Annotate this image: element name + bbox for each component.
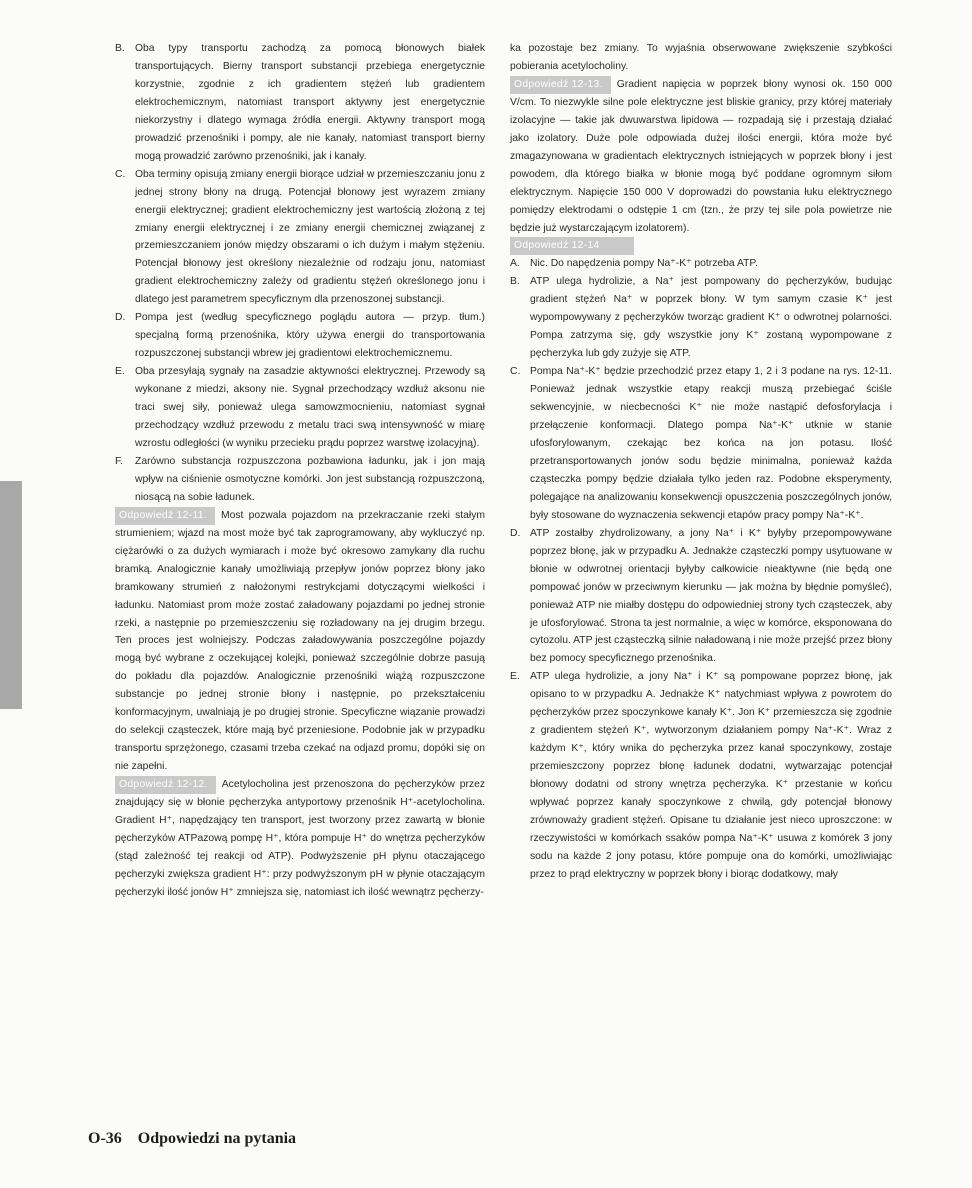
item-text: Oba typy transportu zachodzą za pomocą błonowych białek transportujących. Bierny transport substancji przebiega energetycznie korzystnie, zgodnie z ich gradientem stężeń lub gradientem elektrochemicznym, natomiast transport aktywny jest energetycznie niekorzystny i dlatego wymaga źródła energii. Aktywny transport mogą prowadzić przenośniki i pompy, ale nie kanały, natomiast transport bierny mogą prowadzić zarówno przenośniki, jak i kanały. — [135, 43, 485, 162]
answer-12-12 — [115, 776, 485, 902]
answer-label-badge: Odpowiedź 12-11. — [115, 507, 215, 525]
list-item — [510, 255, 892, 273]
item-letter: E. — [115, 366, 125, 378]
item-letter: F. — [115, 455, 124, 467]
item-letter: B. — [510, 276, 520, 288]
answer-text: Acetylocholina jest przenoszona do pęcherzyków przez znajdujący się w błonie pęcherzyka antyportowy przenośnik H⁺-acetylocholina. Gradient H⁺, napędzający ten transport, jest tworzony przez zawartą w błonie pęcherzyków ATPazową pompę H⁺, która pompuje H⁺ do wnętrza pęcherzyków (stąd zależność tej reakcji od ATP). Podwyższenie pH płynu otaczającego pęcherzyki zwiększa gradient H⁺: przy podwyższonym pH w płynie otaczającym pęcherzyki ilość jonów H⁺ zmniejsza się, natomiast ich ilość wewnątrz pęcherzy- — [115, 779, 485, 898]
item-letter: D. — [115, 312, 126, 324]
list-item — [510, 273, 892, 363]
page-number: O-36 — [88, 1130, 122, 1147]
answer-label-badge: Odpowiedź 12-13. — [510, 76, 611, 94]
answer-label-badge: Odpowiedź 12-14 — [510, 237, 634, 255]
list-item — [115, 309, 485, 363]
list-item — [115, 166, 485, 310]
answer-12-11 — [115, 507, 485, 776]
left-column — [115, 40, 485, 902]
item-letter: C. — [115, 168, 126, 180]
item-letter: E. — [510, 671, 520, 683]
item-letter: C. — [510, 366, 521, 378]
item-text: ATP zostałby zhydrolizowany, a jony Na⁺ i K⁺ byłyby przepompowywane poprzez błonę, jak w przypadku A. Jednakże cząsteczki pompy usytuowane w błonie w odwrotnej orientacji byłyby całkowicie nieaktywne (nie będą one pompować jonów w przeciwnym kierunku — jak można by błędnie pomyśleć), ponieważ ATP nie miałby dostępu do odpowiedniej strony tych cząsteczek, aby je ufosforylować. Strona ta jest normalnie, a więc w komórce, eksponowana do cytozolu. ATP jest cząsteczką silnie naładowaną i nie może przejść przez błony bez pomocy specyficznego przenośnika. — [530, 527, 892, 665]
answer-12-14 — [510, 237, 892, 883]
answer-12-13 — [510, 76, 892, 238]
item-text: Nic. Do napędzenia pompy Na⁺-K⁺ potrzeba ATP. — [530, 258, 758, 270]
answer-text: Most pozwala pojazdom na przekraczanie rzeki stałym strumieniem; wjazd na most może być tak zaprogramowany, aby wykluczyć np. ciężarówki o za dużych wymiarach i może być okresowo zamykany dla ruchu bramką. Analogicznie kanały umożliwiają przepływ jonów poprzez błony jako bramkowany strumień z nałożonymi restrykcjami dotyczącymi wielkości i ładunku. Natomiast prom może zostać załadowany pojazdami po jednej stronie rzeki, a następnie po przemieszczeniu się rozładowany na jej drugim brzegu. Ten proces jest wolniejszy. Podczas załadowywania poszczególne pojazdy mogą być wybrane z oczekującej kolejki, ponieważ szczególnie dobrze pasują do pokładu dla pojazdów. Analogicznie przenośniki wiążą rozpuszczone substancje po jednej stronie błony i następnie, po przekształceniu konformacyjnym, uwalniają je po drugiej stronie. Specyficzne wiązanie prowadzi do selekcji cząsteczek, które mają być przeniesione. Podobnie jak w przypadku transportu sprzężonego, czasami trzeba czekać na odjazd promu, dopóki się on nie zapełni. — [115, 509, 485, 773]
chapter-tab-marker — [0, 481, 22, 709]
list-item — [115, 40, 485, 166]
item-text: Zarówno substancja rozpuszczona pozbawiona ładunku, jak i jon mają wpływ na ciśnienie osmotyczne komórki. Jon jest substancją rozpuszczoną, niosącą na sobie ładunek. — [135, 455, 485, 503]
page-footer — [88, 1130, 296, 1148]
list-item — [510, 668, 892, 883]
item-text: Oba przesyłają sygnały na zasadzie aktywności elektrycznej. Przewody są wykonane z miedzi, aksony nie. Sygnał przechodzący wzdłuż aksonu nie traci swej siły, ponieważ ulega samowzmocnieniu, natomiast sygnał przechodzący wzdłuż przewodu z metalu traci swą intensywność w miarę wzrostu odległości (w wyniku przecieku prądu poprzez warstwę izolacyjną). — [135, 366, 485, 449]
item-letter: D. — [510, 527, 521, 539]
item-text: Pompa jest (według specyficznego poglądu autora — przyp. tłum.) specjalną formą przenośnika, który używa energii do transportowania rozpuszczonej substancji wbrew jej gradientowi elektrochemicznemu. — [135, 312, 485, 360]
list-item — [115, 453, 485, 507]
answer-text: Gradient napięcia w poprzek błony wynosi ok. 150 000 V/cm. To niezwykle silne pole elektryczne jest bliskie granicy, przy której materiały izolacyjne — takie jak dwuwarstwa lipidowa — rozpadają się i przestają działać jako izolatory. Duże pole odpowiada dużej ilości energii, która może być zmagazynowana w gradientach elektrycznych istniejących w poprzek błony i jest powodem, dla którego białka w błonie mogą być poddane ogromnym siłom elektrycznym. Napięcie 150 000 V doprowadzi do powstania łuku elektrycznego pomiędzy elektrodami o odstępie 1 cm (tzn., że przy tej sile pola powietrze nie będzie już wystarczającym izolatorem). — [510, 78, 892, 234]
item-text: Oba terminy opisują zmiany energii biorące udział w przemieszczaniu jonu z jednej strony błony na drugą. Potencjał błonowy jest wyrazem zmiany energii elektrycznej; gradient elektrochemiczny jest wartością złożoną z tej zmiany energii elektrycznej i ze zmiany energii chemicznej związanej z przemieszczaniem jonów między obszarami o ich dużym i małym stężeniu. Potencjał błonowy jest określony niezależnie od rodzaju jonu, natomiast gradient elektrochemiczny zależy od gradientu stężeń określonego jonu i dlatego jest parametrem specyficznym dla przenoszonej substancji. — [135, 168, 485, 306]
answer-label-badge: Odpowiedź 12-12. — [115, 776, 216, 794]
list-item — [510, 363, 892, 525]
running-title: Odpowiedzi na pytania — [137, 1130, 297, 1147]
list-item — [510, 525, 892, 669]
right-column — [510, 40, 892, 884]
item-text: ATP ulega hydrolizie, a jony Na⁺ i K⁺ są pompowane poprzez błonę, jak opisano to w przypadku A. Jednakże K⁺ natychmiast wpływa z powrotem do pęcherzyków przez spoczynkowe kanały K⁺. Jon K⁺ przemieszcza się zgodnie z gradientem stężeń K⁺, wytworzonym działaniem pompy Na⁺-K⁺. Wraz z każdym K⁺, który wnika do pęcherzyka przez kanał spoczynkowy, zostaje przemieszczony poprzez błonę ładunek dodatni, wytwarzając potencjał błonowy dodatni od strony wnętrza pęcherzyka. K⁺ przestanie w końcu wpływać poprzez kanały spoczynkowe z chwilą, gdy potencjał błonowy zrównoważy gradient stężeń. Opisane tu działanie jest nieco uproszczone: w rzeczywistości w komórkach ssaków pompa Na⁺-K⁺ usuwa z komórek 3 jony sodu na każde 2 jony potasu, które pompuje ona do komórki, umożliwiając przez to prąd elektryczny w poprzek błony i biorąc dodatkowy, mały — [530, 671, 892, 880]
item-letter: A. — [510, 258, 520, 270]
list-item — [115, 363, 485, 453]
item-text: Pompa Na⁺-K⁺ będzie przechodzić przez etapy 1, 2 i 3 podane na rys. 12-11. Ponieważ jednak wszystkie etapy reakcji muszą przebiegać ściśle sekwencyjnie, w niecbecności K⁺ nie może nastąpić defosforylacja i przełączenie konformacji. Dlatego pompa Na⁺-K⁺ utknie w stanie ufosforylowanym, czekając bez końca na jon potasu. Ilość przetransportowanych jonów sodu będzie minimalna, ponieważ każda cząsteczka pompy będzie działała tylko jeden raz. Podobne eksperymenty, polegające na analizowaniu konsekwencji opuszczenia poszczególnych jonów, były stosowane do wyznaczenia sekwencji etapów pracy pompy Na⁺-K⁺. — [530, 366, 892, 521]
item-letter: B. — [115, 43, 125, 54]
item-text: ATP ulega hydrolizie, a Na⁺ jest pompowany do pęcherzyków, budując gradient stężeń Na⁺ w poprzek błony. W tym samym czasie K⁺ jest wypompowywany z pęcherzyków tworząc gradient K⁺ o odwrotnej polarności. Pompa zatrzyma się, gdy wszystkie jony K⁺ zostaną wypompowane z pęcherzyka lub gdy zużyje się ATP. — [530, 276, 892, 360]
answer-12-12-continuation: ka pozostaje bez zmiany. To wyjaśnia obserwowane zwiększenie szybkości pobierania acetylocholiny. — [510, 43, 892, 72]
